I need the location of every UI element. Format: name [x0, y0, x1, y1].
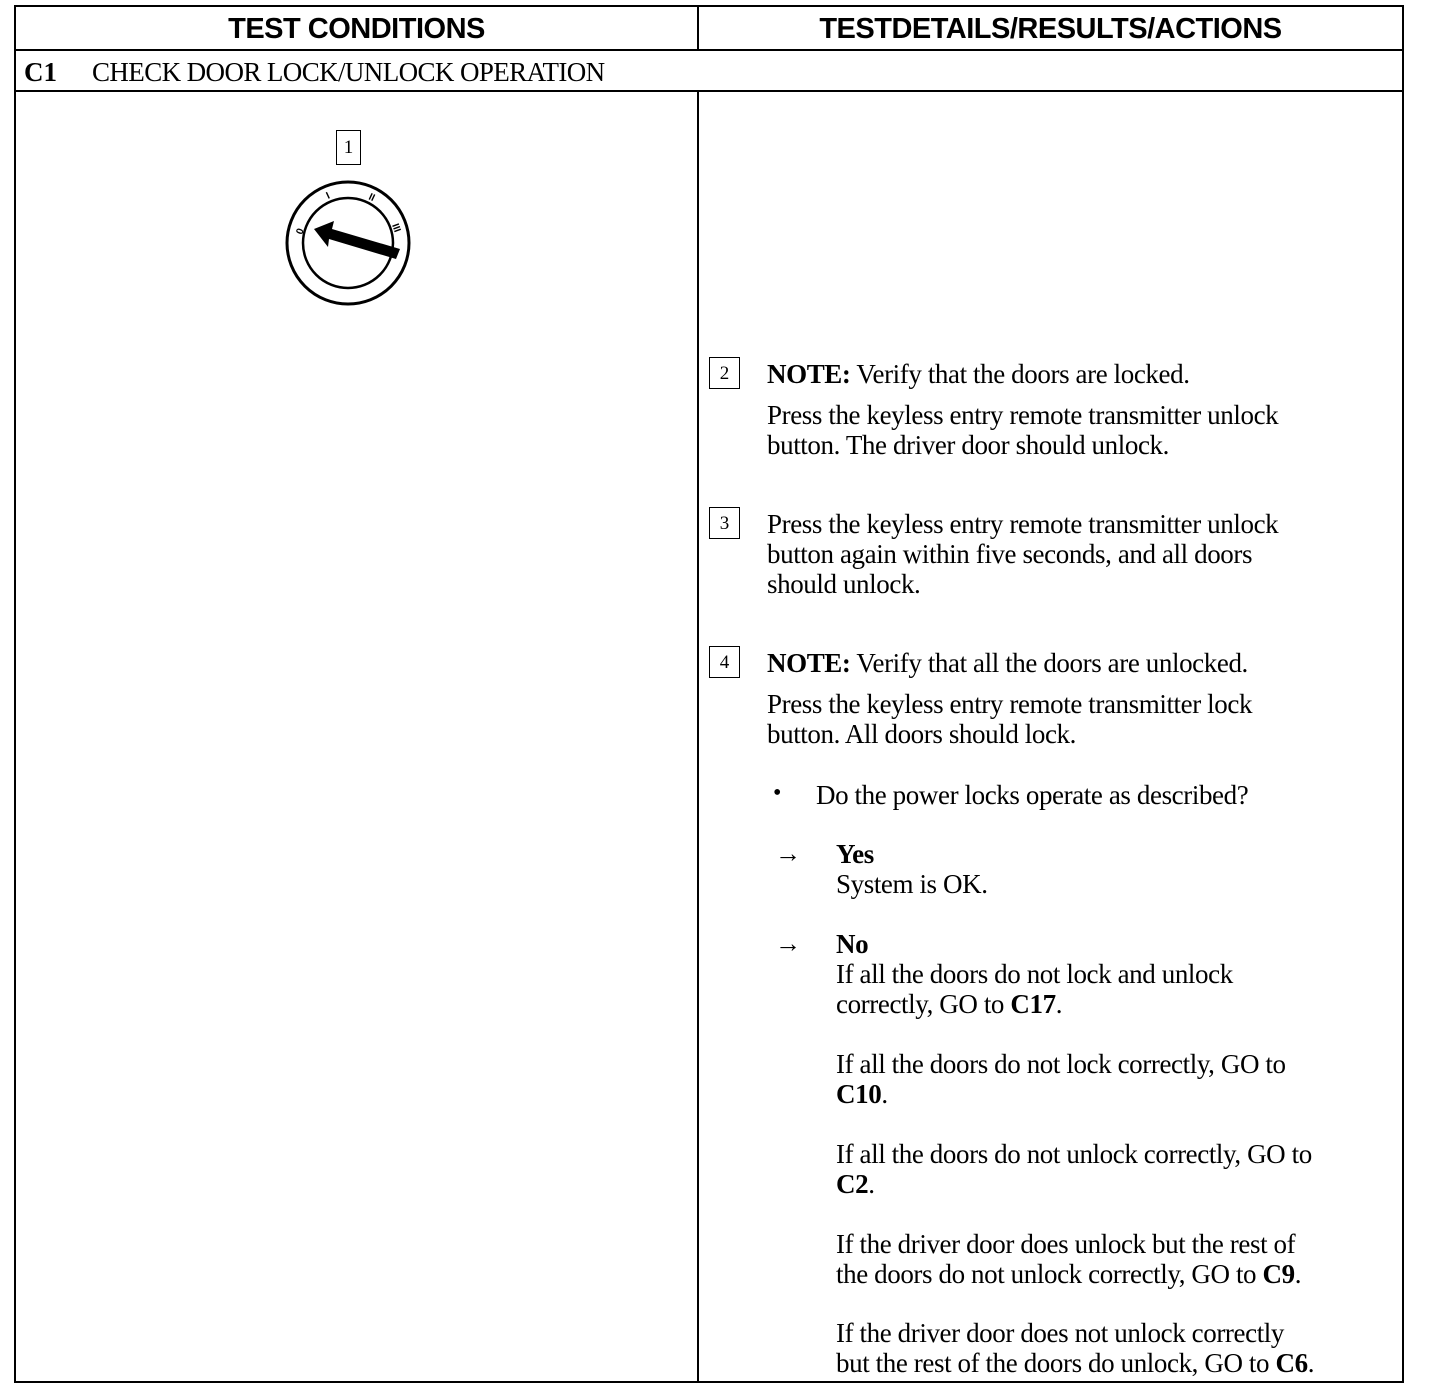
bullet-icon: • — [773, 780, 782, 806]
step-2-note — [767, 359, 1190, 389]
section-code: C1 — [24, 57, 57, 87]
section-title: CHECK DOOR LOCK/UNLOCK OPERATION — [92, 57, 605, 87]
note-label: NOTE: — [767, 648, 851, 678]
step-3-line: Press the keyless entry remote transmitter unlock — [767, 509, 1279, 539]
step-4-line: Press the keyless entry remote transmitter lock — [767, 689, 1253, 719]
no-action-line: the doors do not unlock correctly, GO to C9. — [836, 1259, 1302, 1289]
no-action-line: correctly, GO to C17. — [836, 989, 1063, 1019]
no-action-line: If all the doors do not lock and unlock — [836, 959, 1233, 989]
header-test-conditions: TEST CONDITIONS — [228, 13, 485, 45]
no-action-line: If all the doors do not lock correctly, GO to — [836, 1049, 1286, 1079]
step-4-note — [767, 648, 1248, 678]
ignition-switch-icon — [284, 179, 412, 307]
note-text: Verify that the doors are locked. — [856, 359, 1190, 389]
go-to-ref: C9 — [1262, 1259, 1295, 1289]
no-action-line: If the driver door does not unlock correctly — [836, 1318, 1284, 1348]
yes-label: Yes — [836, 839, 874, 869]
go-to-ref: C17 — [1010, 989, 1056, 1019]
no-action-line: C10. — [836, 1079, 888, 1109]
step-2-box: 2 — [709, 357, 740, 389]
arrow-right-icon: → — [775, 839, 801, 868]
step-1-box: 1 — [336, 130, 361, 165]
go-to-ref: C10 — [836, 1079, 882, 1109]
arrow-right-icon: → — [775, 929, 801, 958]
step-3-box: 3 — [709, 507, 740, 539]
note-text: Verify that all the doors are unlocked. — [856, 648, 1248, 678]
step-4-line: button. All doors should lock. — [767, 719, 1077, 749]
svg-text:I: I — [324, 190, 332, 202]
no-action-line: If the driver door does unlock but the rest of — [836, 1229, 1296, 1259]
step-3-line: should unlock. — [767, 569, 921, 599]
step-3-line: button again within five seconds, and all doors — [767, 539, 1253, 569]
note-label: NOTE: — [767, 359, 851, 389]
diagnostic-table — [14, 5, 1404, 1383]
step-4-box: 4 — [709, 646, 740, 678]
no-action-line: C2. — [836, 1169, 875, 1199]
yes-text: System is OK. — [836, 869, 988, 899]
section-row — [16, 51, 1402, 92]
no-action-line: If all the doors do not unlock correctly, GO to — [836, 1139, 1312, 1169]
svg-text:III: III — [389, 222, 403, 234]
column-divider — [697, 92, 699, 1381]
question-text: Do the power locks operate as described? — [816, 780, 1249, 810]
table-header — [16, 7, 1402, 51]
go-to-ref: C2 — [836, 1169, 869, 1199]
no-label: No — [836, 929, 869, 959]
header-test-details: TESTDETAILS/RESULTS/ACTIONS — [819, 13, 1282, 45]
svg-text:II: II — [366, 191, 377, 205]
go-to-ref: C6 — [1275, 1348, 1308, 1378]
svg-text:0: 0 — [294, 227, 307, 237]
step-2-line: button. The driver door should unlock. — [767, 430, 1169, 460]
no-action-line: but the rest of the doors do unlock, GO to C6. — [836, 1348, 1315, 1378]
step-2-line: Press the keyless entry remote transmitter unlock — [767, 400, 1279, 430]
